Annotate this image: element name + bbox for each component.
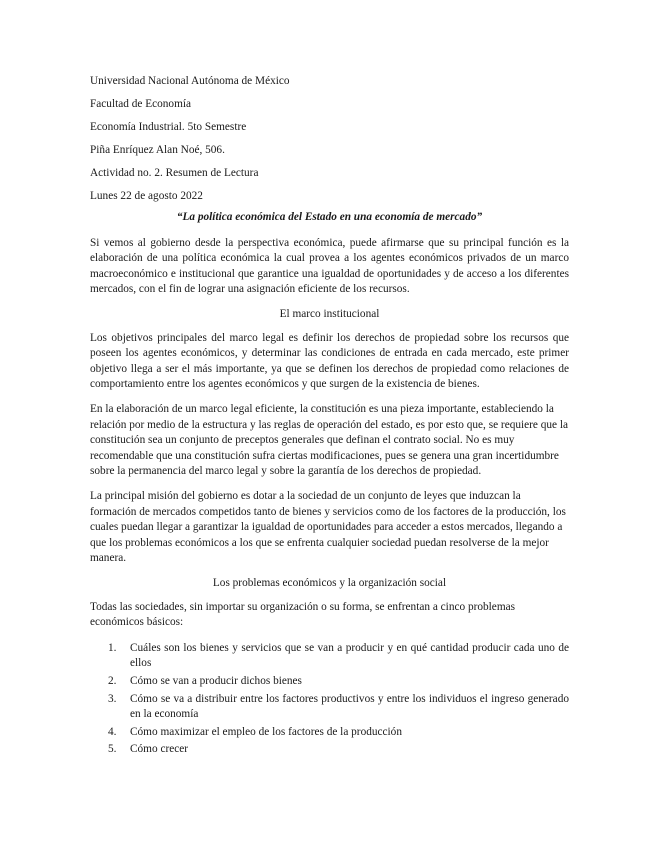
header-faculty: Facultad de Economía [90, 98, 192, 111]
list-item [108, 641, 569, 672]
paragraph-marco-2: En la elaboración de un marco legal eficiente, la constitución es una pieza importante, estableciendo la relación por medio de la estructura y las reglas de operación del estado, es por esto que, se requiere que la constitución sea un conjunto de preceptos generales que definan el contrato social. No es muy recomendable que una constitución sufra ciertas modificaciones, pues se genera una gran incertidumbre sobre la permanencia del marco legal y sobre la garantía de los derechos de propiedad. [90, 403, 569, 478]
list-item-text: Cuáles son los bienes y servicios que se van a producir y en qué cantidad producir cada uno de ellos [130, 641, 569, 670]
list-item-text: Cómo crecer [130, 743, 189, 756]
list-item [108, 725, 569, 741]
section-heading-problemas-economicos: Los problemas económicos y la organización social [212, 576, 447, 589]
list-item-text: Cómo se va a distribuir entre los factores productivos y entre los individuos el ingreso generado en la economía [130, 692, 569, 721]
header-date: Lunes 22 de agosto 2022 [90, 190, 203, 203]
list-item-number: 5. [108, 743, 117, 756]
list-item-number: 3. [108, 692, 117, 705]
list-item-number: 4. [108, 725, 117, 738]
list-item [108, 742, 569, 758]
list-item-text: Cómo se van a producir dichos bienes [130, 674, 302, 687]
header-university: Universidad Nacional Autónoma de México [90, 75, 290, 87]
list-item [108, 692, 569, 723]
list-item-number: 1. [108, 641, 117, 654]
paragraph-problemas-1: Todas las sociedades, sin importar su organización o su forma, se enfrentan a cinco problemas económicos básicos: [90, 600, 516, 629]
header-course: Economía Industrial. 5to Semestre [90, 121, 247, 134]
problems-list [90, 641, 569, 758]
paragraph-marco-1: Los objetivos principales del marco legal es definir los derechos de propiedad sobre los recursos que poseen los agentes económicos, y determinar las condiciones de entrada en cada mercado, este primer objetivo llega a ser el más importante, ya que se definen los derechos de propiedad como relaciones de comportamiento entre los agentes económicos y que surgen de la existencia de bienes. [90, 331, 569, 391]
list-item [108, 674, 569, 690]
paragraph-marco-3: La principal misión del gobierno es dotar a la sociedad de un conjunto de leyes que induzcan la formación de mercados competidos tanto de bienes y servicios como de los factores de la producción, los cuales puedan llegar a garantizar la igualdad de oportunidades para acceder a estos mercados, llegando a que los problemas económicos a los que se enfrenta cualquier sociedad puedan resolverse de la mejor manera. [90, 489, 566, 565]
document-title: “La política económica del Estado en una economía de mercado” [176, 211, 483, 224]
list-item-text: Cómo maximizar el empleo de los factores de la producción [130, 725, 402, 738]
section-heading-marco-institucional: El marco institucional [279, 308, 380, 321]
list-item-number: 2. [108, 674, 117, 687]
header-student: Piña Enríquez Alan Noé, 506. [90, 144, 225, 157]
intro-paragraph: Si vemos al gobierno desde la perspectiva económica, puede afirmarse que su principal función es la elaboración de una política económica la cual provea a los agentes económicos privados de un marco macroeconómico e institucional que garantice una igualdad de oportunidades y de acceso a los diferentes mercados, con el fin de lograr una asignación eficiente de los recursos. [90, 236, 569, 296]
header-activity: Actividad no. 2. Resumen de Lectura [90, 167, 259, 180]
